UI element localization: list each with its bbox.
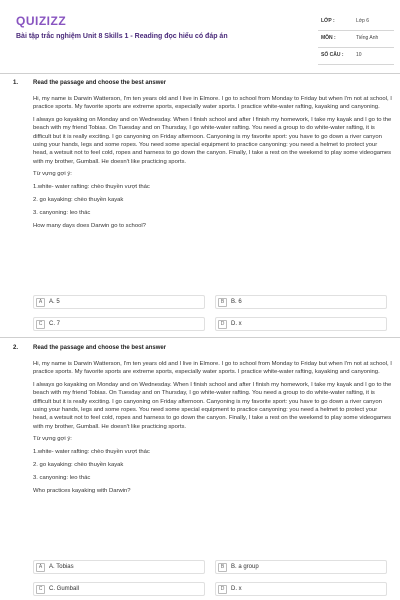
passage-paragraph: Hi, my name is Darwin Watterson, I'm ten years old and I live in Elmore. I go to school from Monday to Friday but when I'm not at school, I practice sports. My favorite sports are extreme sports, especially water sports. I practice white-water rafting, kayaking and canyoning. xyxy=(33,96,392,111)
worksheet-header xyxy=(0,0,400,70)
worksheet-meta xyxy=(318,14,394,65)
option-text: D. x xyxy=(231,321,242,327)
meta-label: LỚP : xyxy=(321,18,335,24)
answer-option-a[interactable] xyxy=(33,560,205,574)
quizizz-logo[interactable]: QUIZIZZ xyxy=(16,14,67,28)
passage-paragraph: I always go kayaking on Monday and on Wednesday. When I finish school and after I finish my homework, I take my kayak and I go to the beach with my friend Tobias. On Tuesday and on Thursday, I go white-water rafting. You need a group to do white-water rafting, it is difficult but it is really exciting. I go canyoning on Friday afternoon. Canyoning is my favorite sport: you have to go down a river canyon using your hands, legs and some ropes. You need some special equipment to practice canyoning: you need a helmet to protect your head, a wetsuit not to feel cold, ropes and harness to go down the canyon. Finally, I take a rest on the weekend to play some videogames with my brother, Gumball. He doesn't like practicing sports. xyxy=(33,117,392,165)
vocab-title: Từ vựng gợi ý: xyxy=(33,171,72,178)
meta-row-grade xyxy=(318,14,394,31)
meta-row-question-count xyxy=(318,48,394,65)
option-letter: D xyxy=(218,585,227,594)
answer-option-b[interactable] xyxy=(215,560,387,574)
option-text: C. 7 xyxy=(49,321,61,327)
meta-label: MÔN : xyxy=(321,35,336,41)
question-heading: Read the passage and choose the best answer xyxy=(33,80,167,86)
answer-option-c[interactable] xyxy=(33,317,205,331)
option-letter: C xyxy=(36,320,45,329)
answer-option-d[interactable] xyxy=(215,582,387,596)
question-text: Who practices kayaking with Darwin? xyxy=(33,487,131,494)
answer-option-b[interactable] xyxy=(215,295,387,309)
vocab-item: 2. go kayaking: chèo thuyền kayak xyxy=(33,461,124,468)
option-text: B. a group xyxy=(231,564,259,570)
question-heading: Read the passage and choose the best answer xyxy=(33,345,167,351)
option-text: A. Tobias xyxy=(49,564,74,570)
question-body xyxy=(33,360,393,499)
meta-row-subject xyxy=(318,31,394,48)
option-letter: B xyxy=(218,298,227,307)
option-text: D. x xyxy=(231,586,242,592)
question-number: 1. xyxy=(13,80,19,86)
option-letter: A xyxy=(36,298,45,307)
header-divider xyxy=(0,73,400,74)
option-letter: C xyxy=(36,585,45,594)
meta-value: Lớp 6 xyxy=(356,18,370,24)
option-text: C. Gumball xyxy=(49,586,80,592)
question-text: How many days does Darwin go to school? xyxy=(33,222,146,229)
option-letter: B xyxy=(218,563,227,572)
option-letter: D xyxy=(218,320,227,329)
vocab-title: Từ vựng gợi ý: xyxy=(33,436,72,443)
answer-option-a[interactable] xyxy=(33,295,205,309)
meta-value: Tiếng Anh xyxy=(356,35,379,41)
passage-paragraph: I always go kayaking on Monday and on Wednesday. When I finish school and after I finish my homework, I take my kayak and I go to the beach with my friend Tobias. On Tuesday and on Thursday, I go white-water rafting. You need a group to do white-water rafting, it is difficult but it is really exciting. I go canyoning on Friday afternoon. Canyoning is my favorite sport: you have to go down a river canyon using your hands, legs and some ropes. You need some special equipment to practice canyoning: you need a helmet to protect your head, a wetsuit not to feel cold, ropes and harness to go down the canyon. Finally, I take a rest on the weekend to play some videogames with my brother, Gumball. He doesn't like practicing sports. xyxy=(33,382,392,430)
question-number: 2. xyxy=(13,345,19,351)
vocab-item: 3. canyoning: leo thác xyxy=(33,209,91,216)
meta-value: 10 xyxy=(356,52,362,58)
passage-paragraph: Hi, my name is Darwin Watterson, I'm ten years old and I live in Elmore. I go to school from Monday to Friday but when I'm not at school, I practice sports. My favorite sports are extreme sports, especially water sports. I practice white-water rafting, kayaking and canyoning. xyxy=(33,361,392,376)
option-text: B. 6 xyxy=(231,299,242,305)
vocab-item: 3. canyoning: leo thác xyxy=(33,474,91,481)
option-text: A. 5 xyxy=(49,299,60,305)
vocab-item: 2. go kayaking: chèo thuyền kayak xyxy=(33,196,124,203)
question-divider xyxy=(0,337,400,338)
vocab-item: 1.white- water rafting: chèo thuyền vượt thác xyxy=(33,184,150,191)
meta-label: SỐ CÂU : xyxy=(321,52,344,58)
option-letter: A xyxy=(36,563,45,572)
answer-option-d[interactable] xyxy=(215,317,387,331)
question-body xyxy=(33,95,393,234)
answer-option-c[interactable] xyxy=(33,582,205,596)
worksheet-title: Bài tập trắc nghiệm Unit 8 Skills 1 - Reading đọc hiểu có đáp án xyxy=(16,33,228,40)
vocab-item: 1.white- water rafting: chèo thuyền vượt thác xyxy=(33,449,150,456)
